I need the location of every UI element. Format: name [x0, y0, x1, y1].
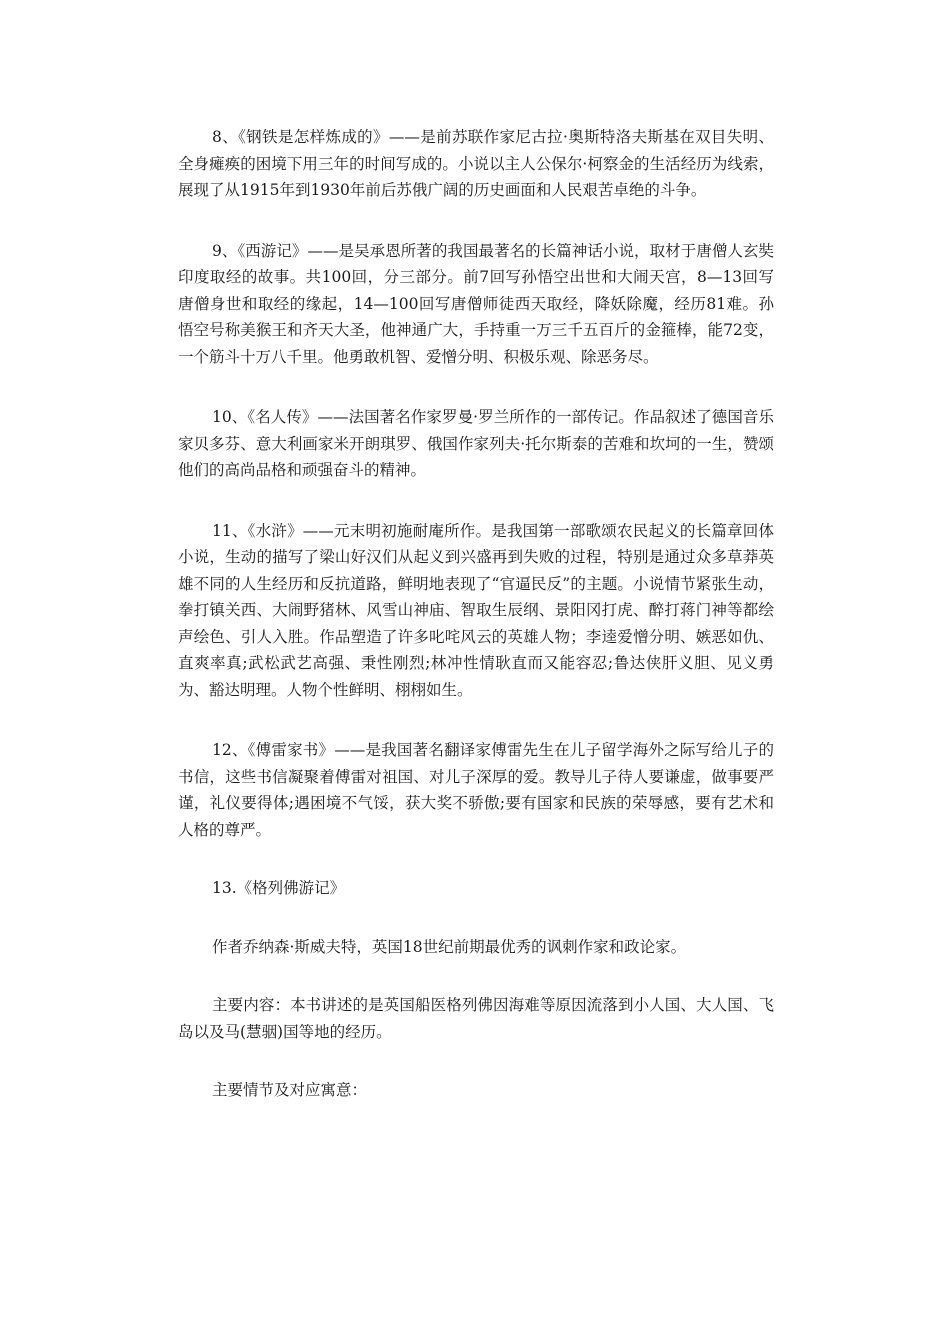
paragraph-spacer: [178, 370, 774, 404]
paragraph-spacer: [178, 1045, 774, 1077]
paragraph-spacer: [178, 843, 774, 875]
paragraph-gangtie: 8、《钢铁是怎样炼成的》——是前苏联作家尼古拉·奥斯特洛夫斯基在双目失明、全身瘫痪的困境下用三年的时间写成的。小说以主人公保尔·柯察金的生活经历为线索，展现了从1915年到1930年前后苏俄广阔的历史画面和人民艰苦卓绝的斗争。: [178, 128, 774, 199]
paragraph-spacer: [178, 960, 774, 992]
paragraph-main-plot: 主要情节及对应寓意：: [212, 1081, 368, 1099]
paragraph-spacer: [178, 703, 774, 737]
paragraph-spacer: [178, 204, 774, 238]
paragraph-xiyouji: 9、《西游记》——是吴承恩所著的我国最著名的长篇神话小说，取材于唐僧人玄奘印度取经的故事。共100回，分三部分。前7回写孙悟空出世和大闹天宫，8—13回写唐僧身世和取经的缘起，14—100回写唐僧师徒西天取经，降妖除魔，经历81难。孙悟空号称美猴王和齐天大圣，他神通广大，手持重一万三千五百斤的金箍棒，能72变，一个筋斗十万八千里。他勇敢机智、爱憎分明、积极乐观、除恶务尽。: [178, 241, 774, 366]
paragraph-mingrenzhuan: 10、《名人传》——法国著名作家罗曼·罗兰所作的一部传记。作品叙述了德国音乐家贝多芬、意大利画家米开朗琪罗、俄国作家列夫·托尔斯泰的苦难和坎坷的一生，赞颂他们的高尚品格和顽强奋斗的精神。: [178, 408, 774, 479]
heading-geliefoyouji: 13.《格列佛游记》: [212, 879, 346, 897]
paragraph-fuleijiashu: 12、《傅雷家书》——是我国著名翻译家傅雷先生在儿子留学海外之际写给儿子的书信，这些书信凝聚着傅雷对祖国、对儿子深厚的爱。教导儿子待人要谦虚，做事要严谨，礼仪要得体;遇困境不气馁，获大奖不骄傲;要有国家和民族的荣辱感，要有艺术和人格的尊严。: [178, 741, 774, 839]
paragraph-spacer: [178, 902, 774, 934]
paragraph-main-content: 主要内容：本书讲述的是英国船医格列佛因海难等原因流落到小人国、大人国、飞岛以及马(慧骃)国等地的经历。: [178, 996, 774, 1041]
paragraph-shuihu: 11、《水浒》——元末明初施耐庵所作。是我国第一部歌颂农民起义的长篇章回体小说，生动的描写了梁山好汉们从起义到兴盛再到失败的过程，特别是通过众多草莽英雄不同的人生经历和反抗道路，鲜明地表现了“官逼民反”的主题。小说情节紧张生动，拳打镇关西、大闹野猪林、风雪山神庙、智取生辰纲、景阳冈打虎、醉打蒋门神等都绘声绘色、引人入胜。作品塑造了许多叱咤风云的英雄人物；李逵爱憎分明、嫉恶如仇、直爽率真;武松武艺高强、秉性刚烈;林冲性情耿直而又能容忍;鲁达侠肝义胆、见义勇为、豁达明理。人物个性鲜明、栩栩如生。: [178, 521, 774, 699]
paragraph-spacer: [178, 484, 774, 518]
paragraph-author: 作者乔纳森·斯威夫特，英国18世纪前期最优秀的讽刺作家和政论家。: [212, 937, 687, 956]
document-body: [178, 124, 774, 1104]
